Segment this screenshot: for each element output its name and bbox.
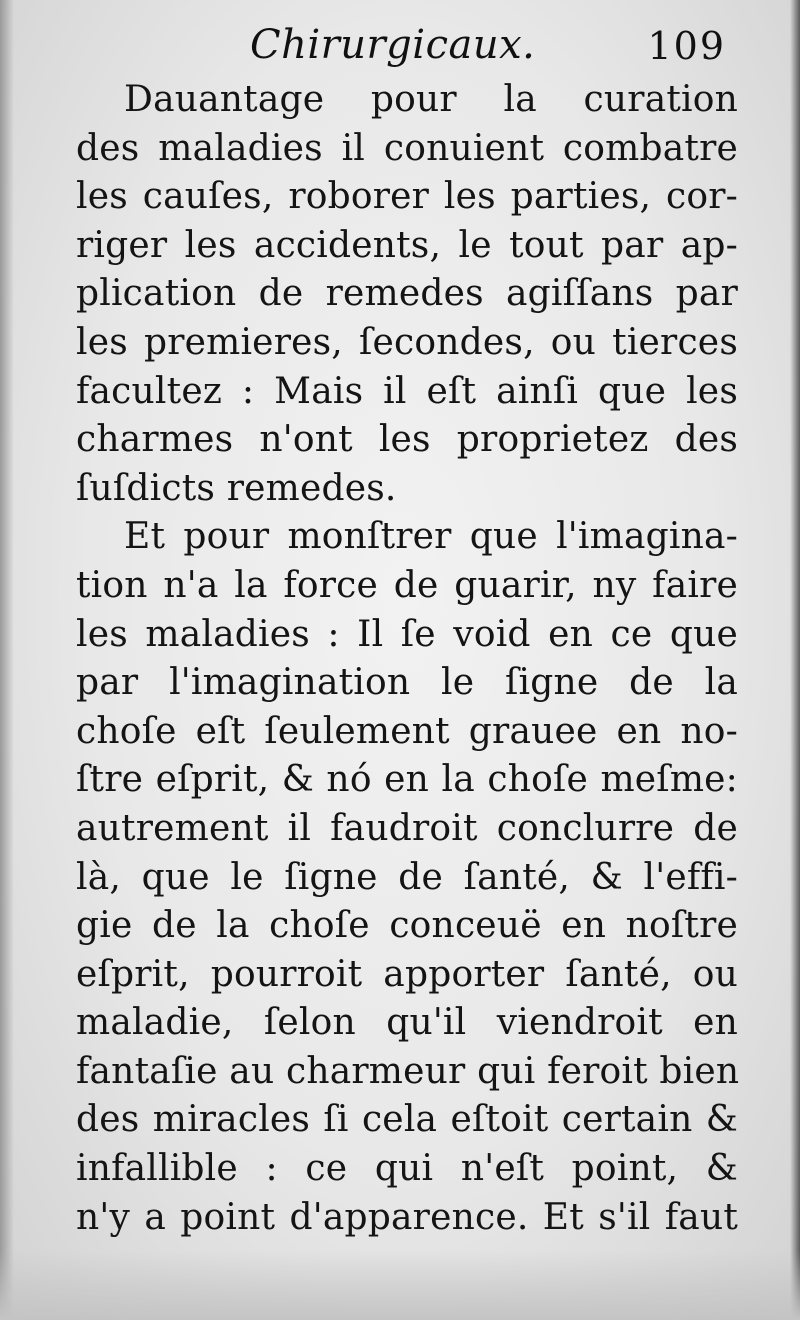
text-line: maladie, ſelon qu'il viendroit en [76,1002,738,1044]
text-line: les cauſes, roborer les parties, cor- [76,176,738,218]
text-line: là, que le ſigne de ſanté, & l'effi- [76,856,738,898]
paragraph-1 [76,76,738,513]
page-bottom-shade [0,1250,800,1320]
text-line: plication de remedes agiſſans par [76,273,738,315]
page-right-edge-shadow [790,0,800,1320]
text-line: riger les accidents, le tout par ap- [76,224,738,266]
text-line: autrement il faudroit conclurre de [76,807,738,849]
text-line: Et pour monſtrer que l'imagina- [124,516,738,558]
running-head [0,22,800,72]
text-line: tion n'a la force de guarir, ny faire [76,564,738,606]
text-line: ſtre eſprit, & nó en la choſe meſme: [76,759,738,801]
text-line: fantaſie au charmeur qui feroit bien [76,1050,740,1092]
text-line: facultez : Mais il eſt ainſi que les [76,370,738,412]
text-line: infallible : ce qui n'eſt point, & [76,1148,738,1190]
page-number: 109 [647,24,726,68]
paragraph-2 [76,513,738,1242]
body-text [76,76,738,1242]
text-line: ſuſdicts remedes. [76,467,397,509]
text-line: choſe eſt ſeulement grauee en no- [76,710,738,752]
text-line: Dauantage pour la curation [124,79,738,120]
text-line: gie de la choſe conceuë en noſtre [76,905,738,947]
text-line: des maladies il conuient combatre [76,127,738,169]
text-line: par l'imagination le ſigne de la [76,662,738,704]
text-line: les maladies : Il ſe void en ce que [76,613,738,655]
text-line: charmes n'ont les proprietez des [76,419,738,461]
page-left-edge-shadow [0,0,14,1320]
text-line: n'y a point d'apparence. Et s'il faut [76,1196,738,1238]
text-line: les premieres, ſecondes, ou tierces [76,321,738,363]
text-line: des miracles ſi cela eſtoit certain & [76,1099,738,1141]
text-line: eſprit, pourroit apporter ſanté, ou [76,953,738,995]
running-head-title: Chirurgicaux. [250,22,536,68]
